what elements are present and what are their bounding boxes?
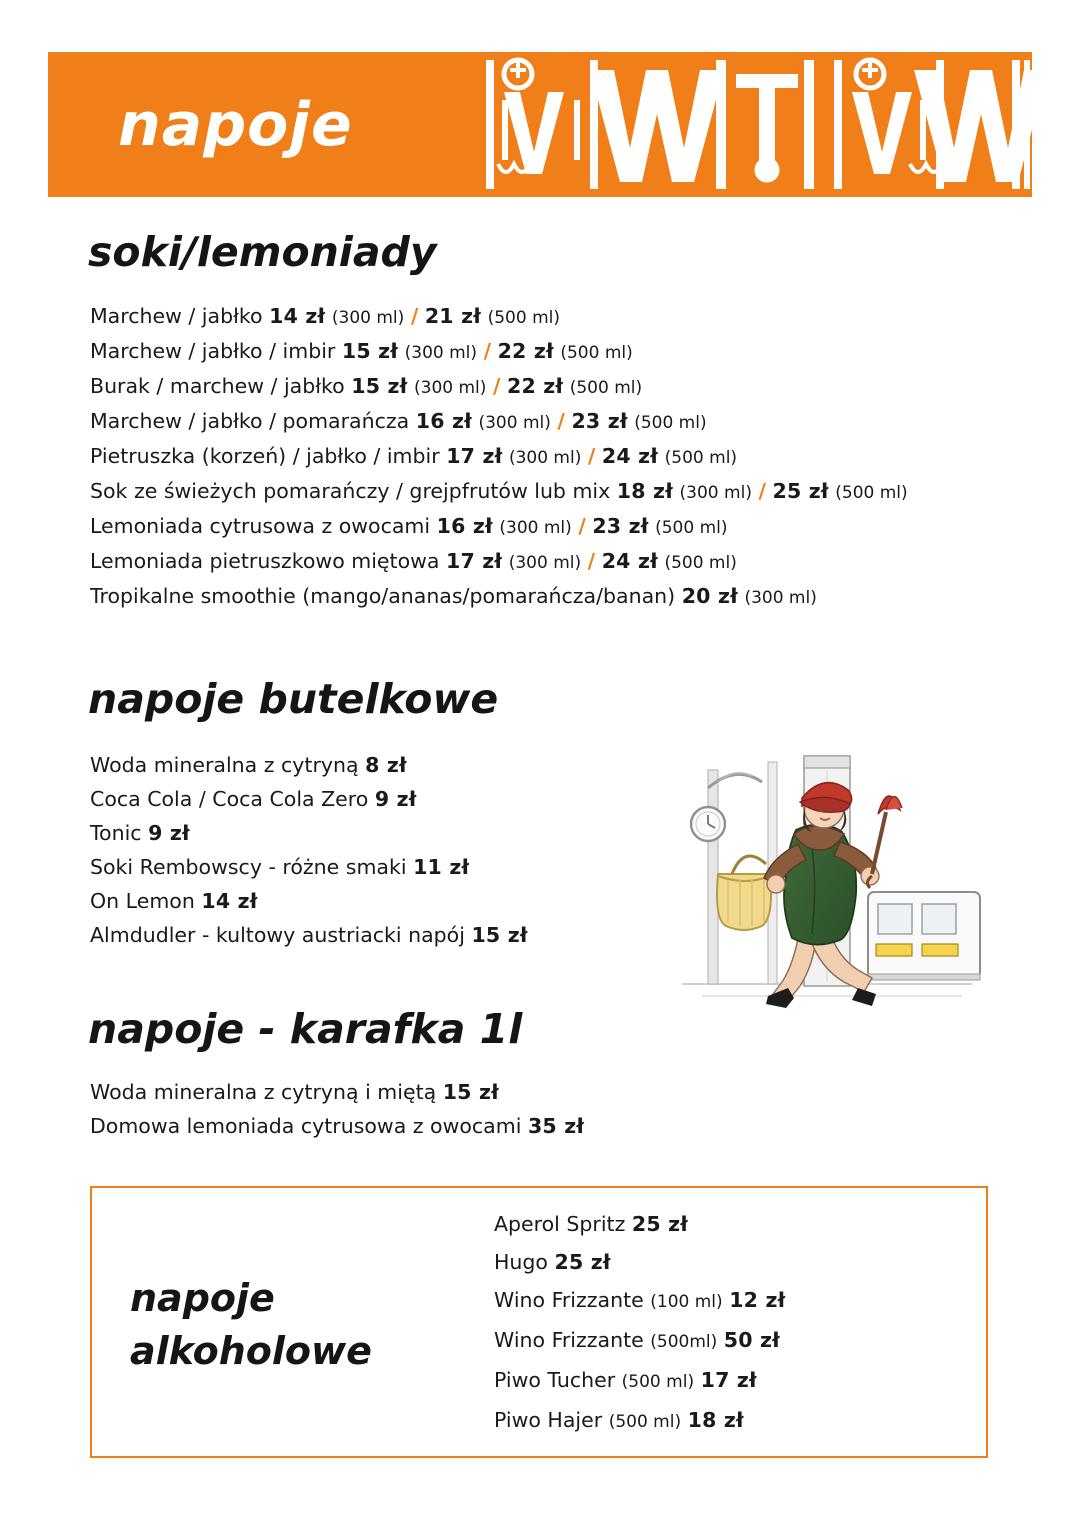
item-price-1: 15 zł — [442, 1080, 499, 1104]
list-item — [494, 1243, 964, 1281]
list-alkoholowe — [494, 1205, 964, 1441]
item-price-2: 21 zł — [424, 304, 482, 328]
item-name: Lemoniada pietruszkowo miętowa — [90, 549, 440, 573]
list-item — [90, 300, 990, 335]
list-item — [90, 370, 990, 405]
item-name: Piwo Tucher — [494, 1368, 616, 1392]
page-title: napoje — [118, 89, 353, 160]
list-item — [90, 918, 670, 952]
item-volume-1: (300 ml) — [404, 343, 478, 363]
item-volume-1: (300 ml) — [679, 483, 752, 503]
item-price-2: 23 zł — [571, 409, 628, 433]
price-separator: / — [483, 339, 492, 363]
item-price-1: 16 zł — [436, 514, 493, 538]
list-item — [90, 475, 990, 510]
item-price-2: 22 zł — [506, 374, 564, 398]
list-item — [90, 748, 670, 782]
item-volume-2: (500 ml) — [634, 413, 707, 433]
item-name: Wino Frizzante — [494, 1328, 644, 1352]
list-item — [90, 850, 670, 884]
item-price-1: 17 zł — [700, 1368, 757, 1392]
list-item — [90, 580, 990, 615]
item-volume-2: (500 ml) — [560, 343, 633, 363]
item-volume-1: (300 ml) — [508, 553, 582, 573]
item-name: Piwo Hajer — [494, 1408, 603, 1432]
list-karafka — [90, 1075, 790, 1143]
item-name: Burak / marchew / jabłko — [90, 374, 345, 398]
list-item — [90, 440, 990, 475]
price-separator: / — [587, 549, 596, 573]
item-price-1: 17 zł — [445, 549, 503, 573]
list-item — [90, 1075, 790, 1109]
item-price-2: 24 zł — [601, 444, 659, 468]
item-name: Pietruszka (korzeń) / jabłko / imbir — [90, 444, 440, 468]
item-price-2: 23 zł — [592, 514, 649, 538]
item-price-1: 25 zł — [631, 1212, 689, 1236]
item-price-1: 20 zł — [681, 584, 738, 608]
item-price-2: 22 zł — [497, 339, 554, 363]
item-name: Woda mineralna z cytryną — [90, 753, 359, 777]
item-name: Tonic — [90, 821, 142, 845]
item-price-1: 11 zł — [413, 855, 470, 879]
item-price-1: 18 zł — [616, 479, 674, 503]
section-title-butelkowe: napoje butelkowe — [88, 675, 499, 723]
item-name: Lemoniada cytrusowa z owocami — [90, 514, 431, 538]
item-name: Hugo — [494, 1250, 548, 1274]
list-item — [494, 1281, 964, 1321]
list-item — [494, 1361, 964, 1401]
section-title-karafka: napoje - karafka 1l — [88, 1005, 523, 1053]
item-price-1: 35 zł — [527, 1114, 585, 1138]
page-header-banner — [48, 52, 1032, 197]
price-separator: / — [758, 479, 766, 503]
item-name: Almdudler - kultowy austriacki napój — [90, 923, 465, 947]
item-name: Wino Frizzante — [494, 1288, 644, 1312]
item-price-1: 15 zł — [341, 339, 399, 363]
list-item — [90, 782, 670, 816]
item-name: On Lemon — [90, 889, 195, 913]
item-volume-2: (500 ml) — [835, 483, 908, 503]
item-name: Soki Rembowscy - różne smaki — [90, 855, 407, 879]
item-price-1: 16 zł — [415, 409, 472, 433]
art-nouveau-ornament-icon — [472, 52, 1032, 197]
item-price-2: 24 zł — [601, 549, 658, 573]
section-title-soki: soki/lemoniady — [88, 228, 437, 276]
item-price-1: 14 zł — [201, 889, 258, 913]
item-price-1: 9 zł — [148, 821, 190, 845]
item-price-1: 50 zł — [723, 1328, 780, 1352]
item-volume-1: (500ml) — [650, 1332, 718, 1352]
item-volume-1: (100 ml) — [650, 1292, 723, 1312]
item-name: Tropikalne smoothie (mango/ananas/pomarańcza/banan) — [90, 584, 676, 608]
list-item — [494, 1401, 964, 1441]
item-volume-1: (300 ml) — [414, 378, 487, 398]
list-butelkowe — [90, 748, 670, 952]
list-item — [90, 816, 670, 850]
item-name: Marchew / jabłko / pomarańcza — [90, 409, 410, 433]
list-item — [90, 510, 990, 545]
list-item — [494, 1321, 964, 1361]
item-price-1: 14 zł — [269, 304, 326, 328]
item-volume-1: (300 ml) — [478, 413, 551, 433]
item-volume-1: (300 ml) — [744, 588, 817, 608]
item-volume-1: (500 ml) — [608, 1412, 682, 1432]
alcohol-title-line-2: alkoholowe — [130, 1329, 372, 1373]
item-volume-1: (300 ml) — [508, 448, 582, 468]
price-separator: / — [492, 374, 501, 398]
item-volume-1: (500 ml) — [621, 1372, 695, 1392]
list-soki — [90, 300, 990, 615]
price-separator: / — [578, 514, 586, 538]
item-price-1: 8 zł — [365, 753, 407, 777]
list-item — [90, 1109, 790, 1143]
item-price-1: 15 zł — [471, 923, 528, 947]
item-volume-2: (500 ml) — [664, 448, 738, 468]
item-name: Domowa lemoniada cytrusowa z owocami — [90, 1114, 522, 1138]
item-name: Marchew / jabłko / imbir — [90, 339, 336, 363]
woman-with-umbrella-and-basket-at-tram-stop-illustration — [672, 752, 990, 1020]
item-price-1: 15 zł — [351, 374, 408, 398]
item-price-2: 25 zł — [772, 479, 829, 503]
item-volume-2: (500 ml) — [655, 518, 728, 538]
list-item — [90, 884, 670, 918]
item-price-1: 25 zł — [554, 1250, 611, 1274]
item-price-1: 12 zł — [729, 1288, 786, 1312]
item-name: Marchew / jabłko — [90, 304, 263, 328]
price-separator: / — [587, 444, 596, 468]
item-name: Coca Cola / Coca Cola Zero — [90, 787, 369, 811]
item-name: Sok ze świeżych pomarańczy / grejpfrutów lub mix — [90, 479, 611, 503]
item-price-1: 17 zł — [446, 444, 503, 468]
section-title-alkoholowe — [130, 1272, 460, 1378]
list-item — [494, 1205, 964, 1243]
item-volume-1: (300 ml) — [331, 308, 405, 328]
price-separator: / — [557, 409, 565, 433]
item-name: Woda mineralna z cytryną i miętą — [90, 1080, 437, 1104]
item-name: Aperol Spritz — [494, 1212, 626, 1236]
item-volume-2: (500 ml) — [487, 308, 560, 328]
item-price-1: 9 zł — [374, 787, 417, 811]
alcohol-title-line-1: napoje — [130, 1276, 275, 1320]
item-price-1: 18 zł — [687, 1408, 744, 1432]
list-item — [90, 545, 990, 580]
list-item — [90, 405, 990, 440]
item-volume-2: (500 ml) — [664, 553, 737, 573]
price-separator: / — [410, 304, 419, 328]
item-volume-1: (300 ml) — [499, 518, 572, 538]
item-volume-2: (500 ml) — [569, 378, 643, 398]
list-item — [90, 335, 990, 370]
